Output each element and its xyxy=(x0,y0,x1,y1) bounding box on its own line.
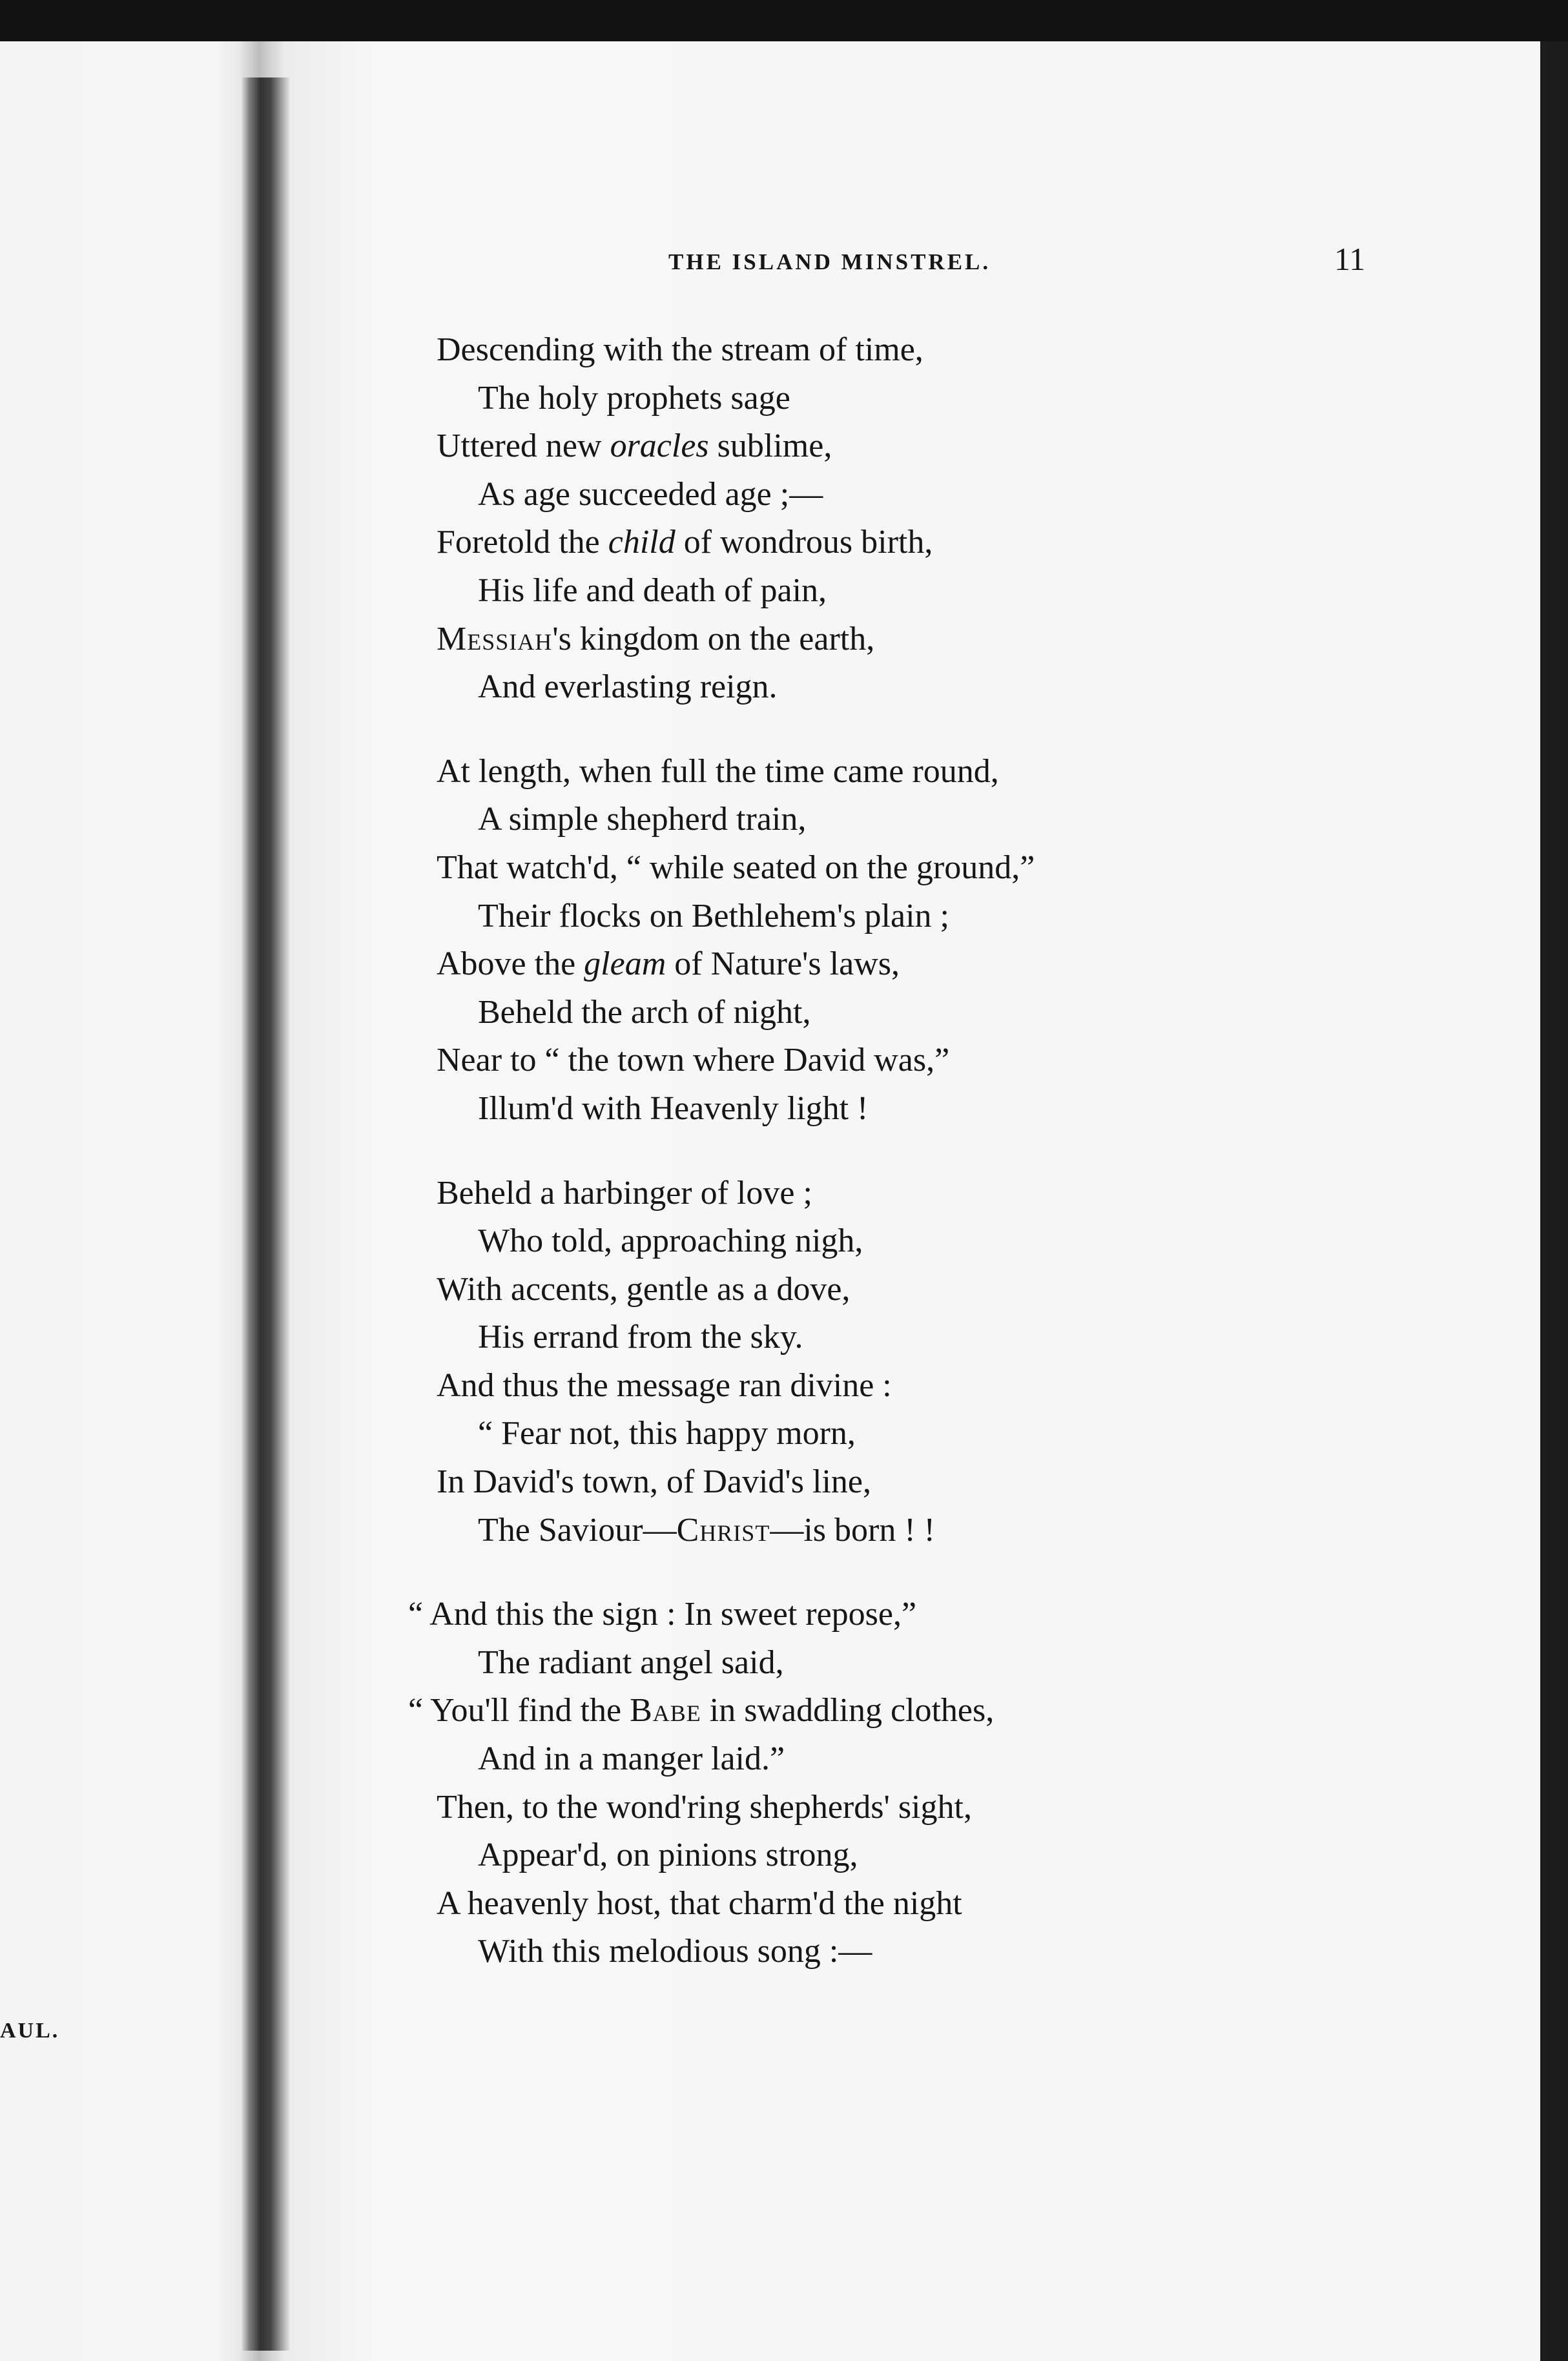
poem-line: Illum'd with Heavenly light ! xyxy=(478,1089,869,1127)
poem-line: Descending with the stream of time, xyxy=(437,331,923,368)
poem-line: And everlasting reign. xyxy=(478,668,778,706)
poem-line: At length, when full the time came round, xyxy=(437,752,999,790)
italic-word: gleam xyxy=(584,945,666,983)
poem-line: And thus the message ran divine : xyxy=(437,1366,892,1404)
running-head: THE ISLAND MINSTREL. xyxy=(668,249,991,274)
poem-line: His life and death of pain, xyxy=(478,572,827,609)
poem-line: Appear'd, on pinions strong, xyxy=(478,1837,858,1874)
poem-line: The holy prophets sage xyxy=(478,379,790,417)
italic-word: oracles xyxy=(610,428,709,465)
poem-line: That watch'd, “ while seated on the ground,” xyxy=(437,849,1035,886)
poem-line: Messiah's kingdom on the earth, xyxy=(437,620,875,657)
poem-line: Above the gleam of Nature's laws, xyxy=(437,945,900,983)
italic-word: child xyxy=(608,524,676,561)
poem-line: Uttered new oracles sublime, xyxy=(437,428,832,465)
poem-line: The Saviour—Christ—is born ! ! xyxy=(478,1511,935,1549)
poem-line: In David's town, of David's line, xyxy=(437,1463,871,1501)
poem-line: Beheld the arch of night, xyxy=(478,993,811,1031)
poem-line: Foretold the child of wondrous birth, xyxy=(437,524,933,561)
poem-line: The radiant angel said, xyxy=(478,1644,784,1681)
stanza-3 xyxy=(437,1170,1444,1555)
poem-line: “ Fear not, this happy morn, xyxy=(478,1415,856,1452)
poem xyxy=(408,326,1444,1976)
left-page-fragment: AUL. xyxy=(0,2019,60,2043)
poem-line: A simple shepherd train, xyxy=(478,801,807,838)
stanza-4 xyxy=(408,1591,1444,1976)
poem-line: “ And this the sign : In sweet repose,” xyxy=(408,1596,917,1633)
poem-line: Beheld a harbinger of love ; xyxy=(437,1174,812,1211)
poem-line: With accents, gentle as a dove, xyxy=(437,1270,851,1308)
page-number: 11 xyxy=(1334,241,1366,277)
small-caps-word: Christ xyxy=(676,1511,770,1549)
small-caps-word: Messiah xyxy=(437,620,553,657)
poem-line: And in a manger laid.” xyxy=(478,1740,785,1778)
scan-right-border xyxy=(1540,41,1568,2361)
poem-line: A heavenly host, that charm'd the night xyxy=(437,1884,962,1922)
stanza-1 xyxy=(437,326,1444,712)
stanza-2 xyxy=(437,748,1444,1133)
scan-top-border xyxy=(0,0,1568,45)
poem-line: Then, to the wond'ring shepherds' sight, xyxy=(437,1788,972,1826)
small-caps-word: Babe xyxy=(630,1692,701,1729)
poem-line: Near to “ the town where David was,” xyxy=(437,1042,950,1079)
poem-line: With this melodious song :— xyxy=(478,1933,872,1970)
poem-line: Their flocks on Bethlehem's plain ; xyxy=(478,897,949,934)
poem-line: His errand from the sky. xyxy=(478,1319,803,1356)
book-gutter xyxy=(240,77,291,2351)
poem-line: Who told, approaching nigh, xyxy=(478,1222,863,1260)
poem-line: As age succeeded age ;— xyxy=(478,475,823,513)
poem-line: “ You'll find the Babe in swaddling clothes, xyxy=(408,1692,995,1729)
